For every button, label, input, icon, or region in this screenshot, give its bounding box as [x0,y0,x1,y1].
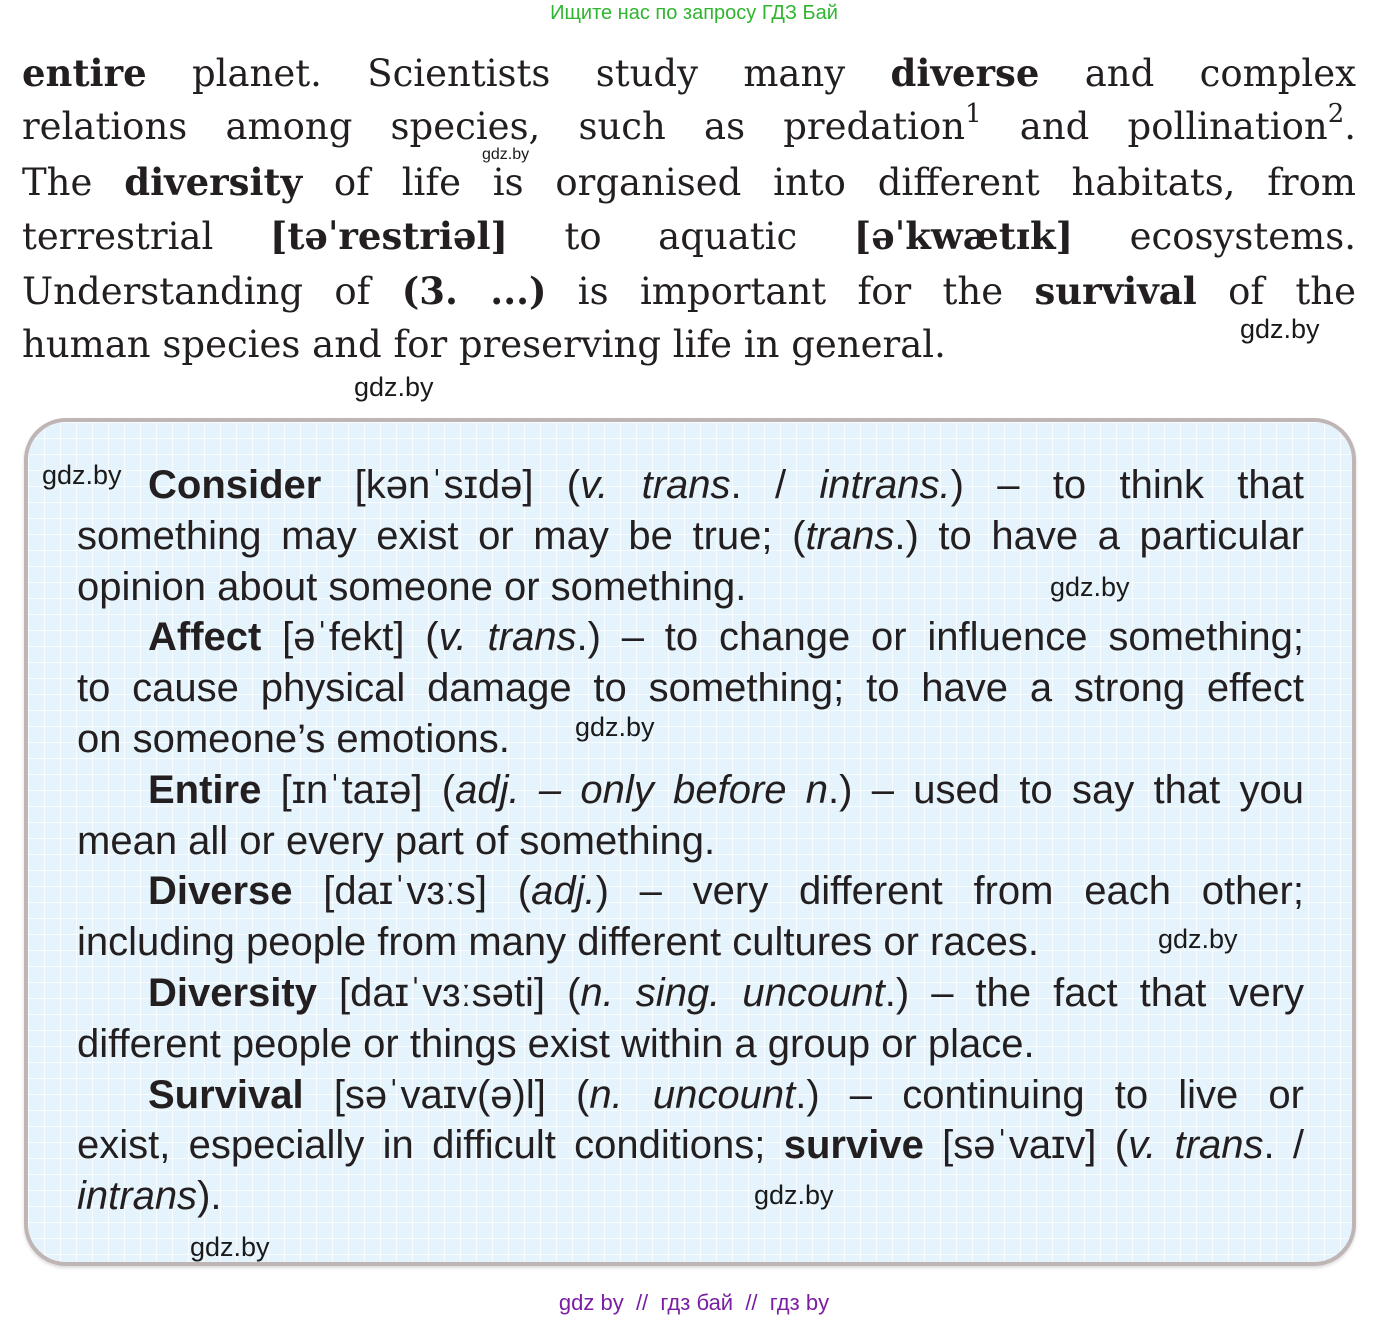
transcription: [təˈrestriəl] [269,214,509,259]
passage-line: Understanding of (3. ...) is important for the survival of the [22,268,1356,313]
watermark: gdz.by [575,712,655,742]
entry-entire: Entire [ɪnˈtaɪə] (adj. – only before n.) – used to say that you mean all or every part of something. [77,767,1304,863]
headword: Affect [148,615,262,660]
entry-consider: Consider [kənˈsɪdə] (v. trans. / intrans.) – to think that something may exist or may be true; (trans.) to have a particular opinion about someone or something. [77,463,1305,609]
passage-text [22,46,1356,372]
passage-line: human species and for preserving life in general. [22,322,946,366]
entry-diversity: Diversity [daɪˈvɜːsəti] (n. sing. uncount.) – the fact that very different people or things exist within a group or place. [77,970,1305,1066]
watermark: gdz.by [1158,924,1238,954]
passage-line: relations among species, such as predation$^1$ and pollination$^2$. [22,99,1356,149]
bold-word: diversity [124,159,303,204]
passage-line: The diversity of life is organised into different habitats, from [22,159,1356,204]
watermark: gdz.by [42,460,122,490]
headword: Entire [148,767,262,812]
headword: Survival [148,1072,304,1117]
entry-affect: Affect [əˈfekt] (v. trans.) – to change or influence something; to cause physical damage to something; to have a strong effect on someone’s emotions. [77,615,1305,761]
watermark: gdz.by [354,372,434,402]
bold-word: survival [1034,268,1197,313]
gap-marker: (3. ...) [401,268,547,313]
watermark: gdz.by [1050,572,1130,602]
top-banner: Ищите нас по запросу ГДЗ Бай [550,2,838,24]
headword: survive [783,1123,924,1168]
passage-line: entire planet. Scientists study many diverse and complex [22,51,1356,95]
entry-diverse: Diverse [daɪˈvɜːs] (adj.) – very different from each other; including people from many different cultures or races. [77,869,1304,965]
footnote-mark: 1 [965,99,982,130]
transcription: [əˈkwætɪk] [853,214,1074,259]
bold-word: diverse [890,51,1040,95]
watermark: gdz.by [754,1180,834,1210]
footnote-mark: 2 [1327,99,1345,130]
headword: Diverse [148,869,293,914]
passage-line: terrestrial [təˈrestriəl] to aquatic [əˈkwætɪk] ecosystems. [22,214,1356,259]
bold-word: entire [22,51,147,95]
watermark: gdz.by [190,1232,270,1262]
footer-links: gdz by // гдз бай // гдз by [558,1290,830,1315]
watermark: gdz.by [1240,314,1320,344]
entry-survival: Survival [səˈvaɪv(ə)l] (n. uncount.) – continuing to live or exist, especially in difficult conditions; survive [səˈvaɪv] (v. trans. / intrans). [77,1072,1304,1219]
headword: Diversity [148,970,317,1015]
headword: Consider [148,463,322,507]
watermark: gdz.by [482,146,530,163]
